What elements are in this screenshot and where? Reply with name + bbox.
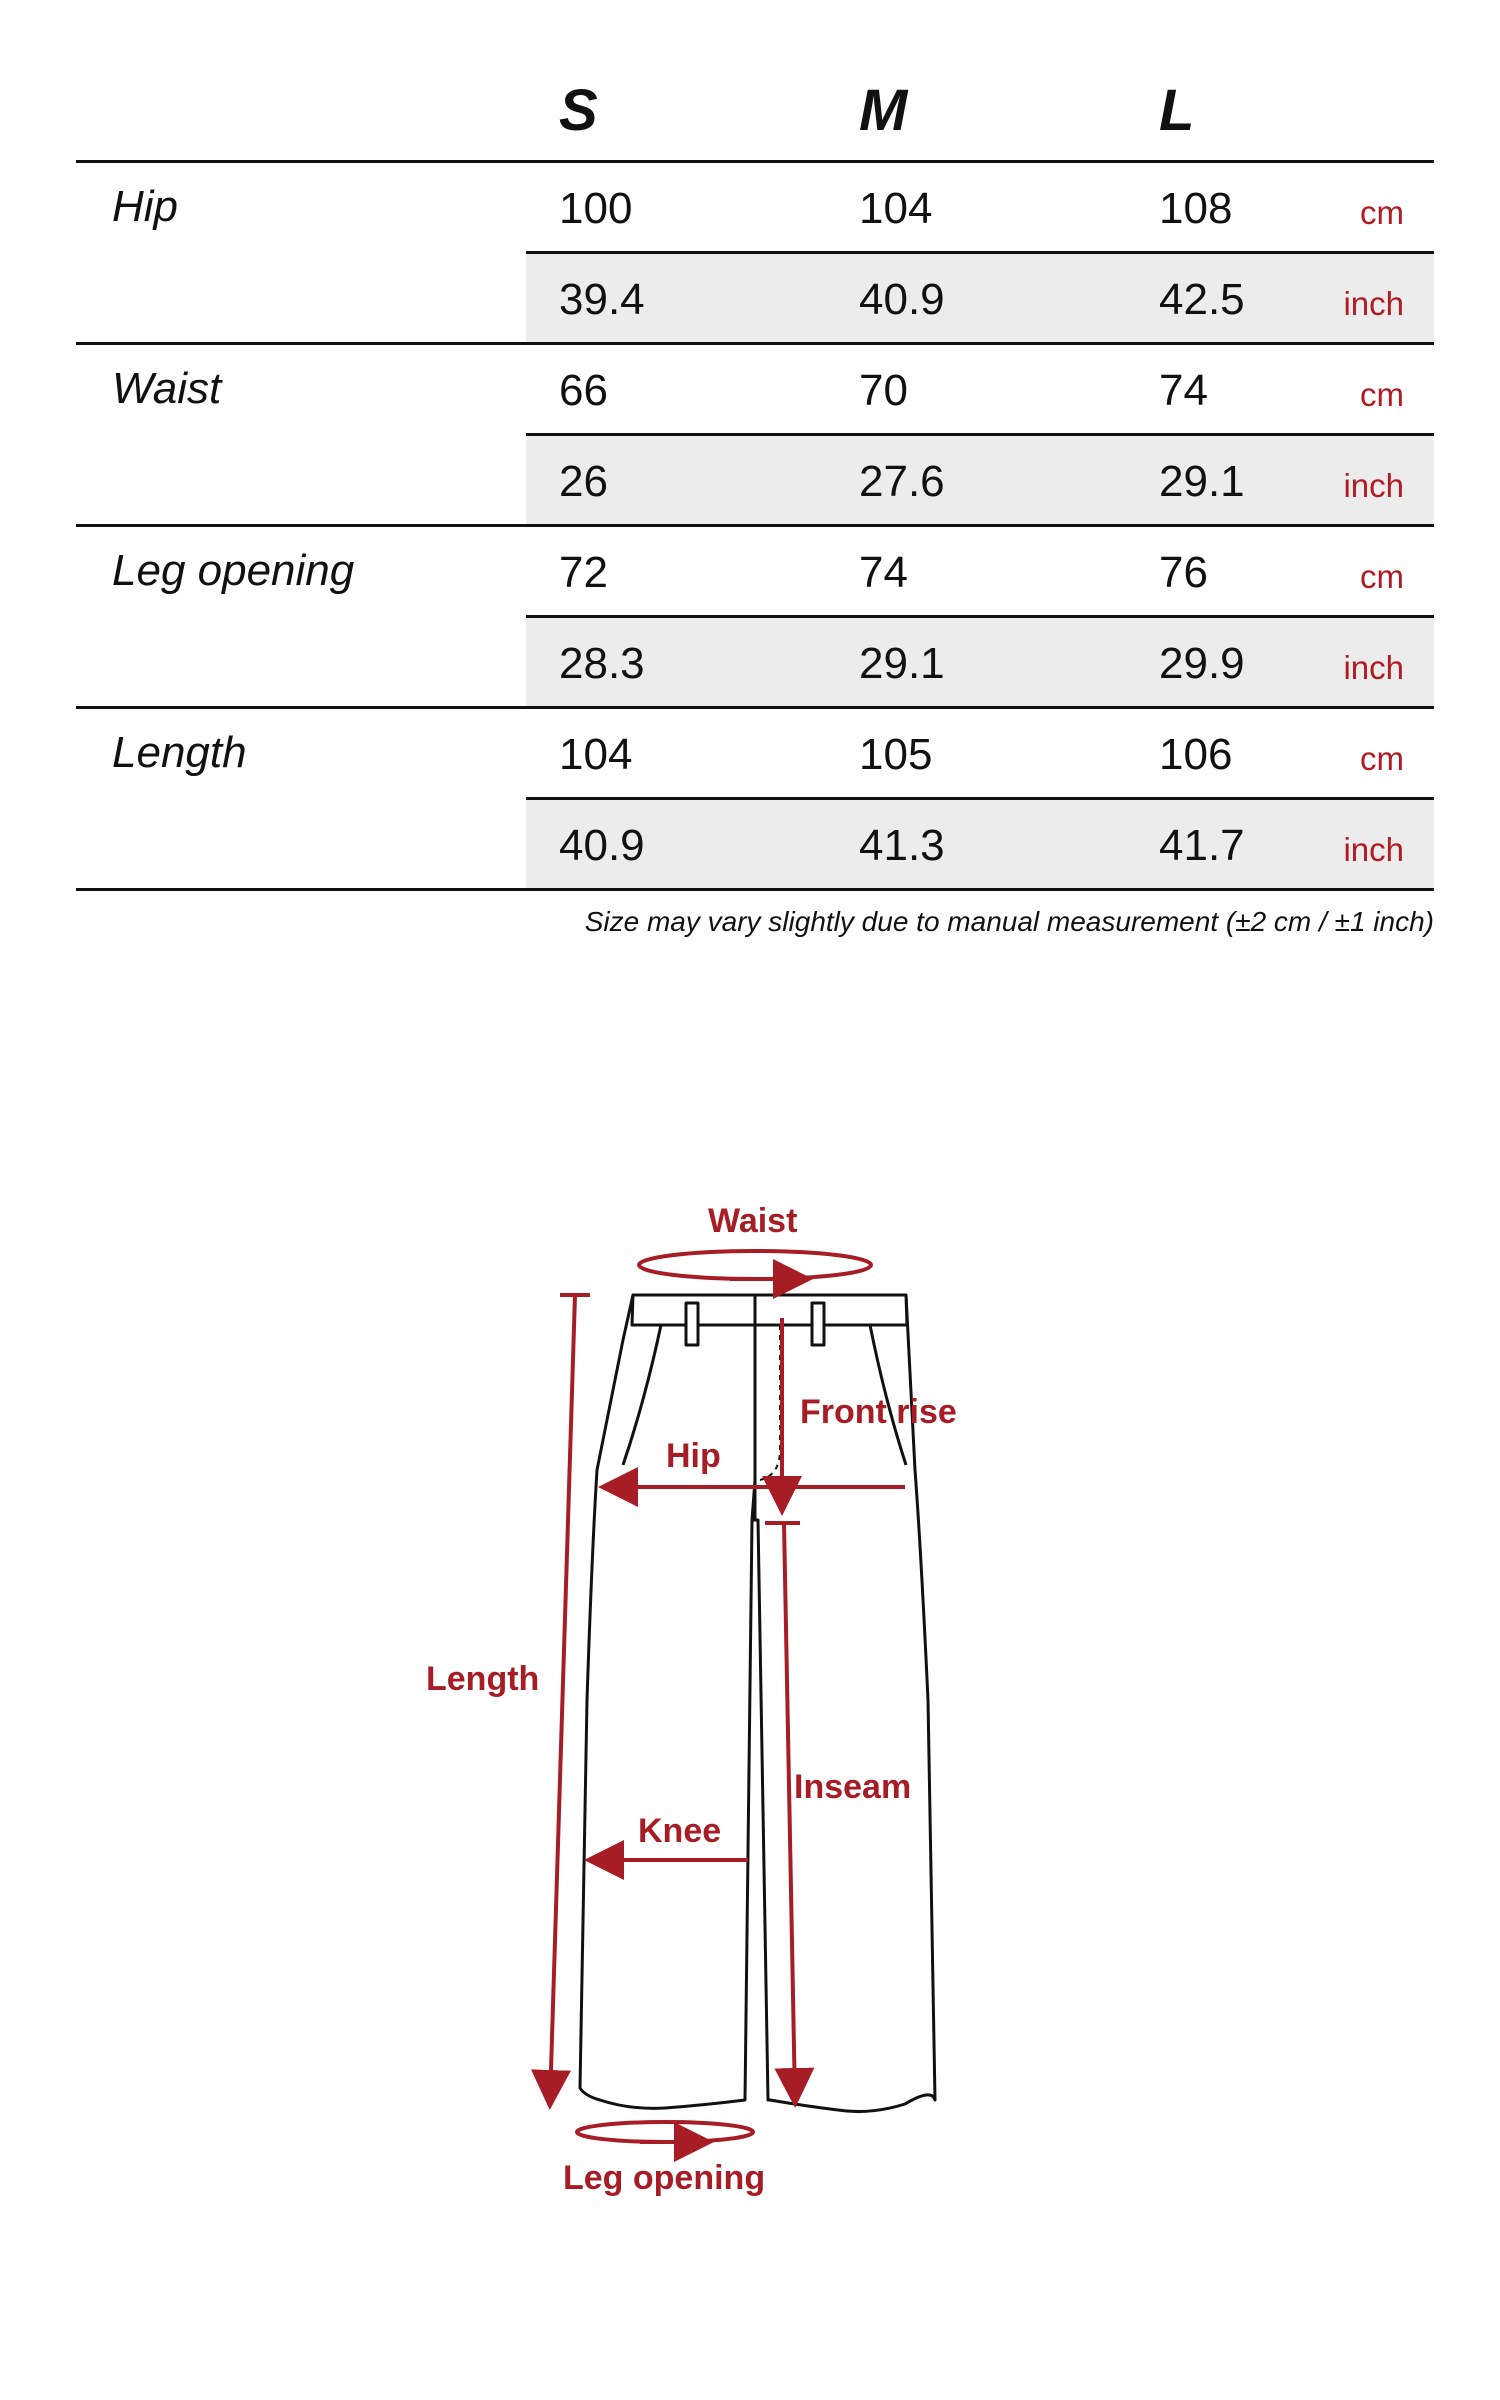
- unit-inch: inch: [1343, 285, 1404, 322]
- label-knee: Knee: [638, 1812, 722, 1850]
- size-header-l: L: [1159, 78, 1195, 143]
- cell-length-inch-l: 41.7: [1159, 821, 1245, 870]
- cell-waist-inch-l: 29.1: [1159, 457, 1245, 506]
- length-measure-arrow: [550, 1295, 575, 2102]
- unit-inch: inch: [1343, 831, 1404, 868]
- label-inseam: Inseam: [794, 1768, 912, 1806]
- unit-cm: cm: [1360, 740, 1404, 777]
- measurement-label-waist: Waist: [112, 364, 222, 413]
- unit-cm: cm: [1360, 194, 1404, 231]
- label-leg-opening: Leg opening: [563, 2159, 766, 2197]
- cell-hip-inch-l: 42.5: [1159, 275, 1245, 324]
- measurement-label-hip: Hip: [112, 182, 179, 231]
- cell-waist-inch-s: 26: [559, 457, 608, 506]
- cell-hip-inch-s: 39.4: [559, 275, 645, 324]
- cell-hip-inch-m: 40.9: [859, 275, 945, 324]
- unit-inch: inch: [1343, 649, 1404, 686]
- belt-loop: [686, 1303, 698, 1345]
- label-waist: Waist: [708, 1202, 798, 1240]
- cell-waist-cm-m: 70: [859, 366, 908, 415]
- cell-length-inch-s: 40.9: [559, 821, 645, 870]
- size-header-s: S: [559, 78, 598, 143]
- cell-waist-cm-s: 66: [559, 366, 608, 415]
- cell-length-cm-s: 104: [559, 730, 633, 779]
- cell-length-inch-m: 41.3: [859, 821, 945, 870]
- unit-inch: inch: [1343, 467, 1404, 504]
- cell-leg-opening-inch-s: 28.3: [559, 639, 645, 688]
- cell-leg-opening-cm-s: 72: [559, 548, 608, 597]
- waistband: [632, 1295, 907, 1325]
- cell-leg-opening-inch-l: 29.9: [1159, 639, 1245, 688]
- cell-length-cm-m: 105: [859, 730, 933, 779]
- cell-hip-cm-l: 108: [1159, 184, 1233, 233]
- unit-cm: cm: [1360, 376, 1404, 413]
- label-hip: Hip: [666, 1437, 721, 1475]
- waist-measure-ellipse: [639, 1251, 871, 1279]
- cell-hip-cm-m: 104: [859, 184, 933, 233]
- label-front-rise: Front rise: [800, 1393, 957, 1431]
- unit-cm: cm: [1360, 558, 1404, 595]
- cell-leg-opening-cm-m: 74: [859, 548, 908, 597]
- cell-waist-cm-l: 74: [1159, 366, 1208, 415]
- cell-waist-inch-m: 27.6: [859, 457, 945, 506]
- belt-loop: [812, 1303, 824, 1345]
- cell-hip-cm-s: 100: [559, 184, 633, 233]
- measurement-note: Size may vary slightly due to manual measurement (±2 cm / ±1 inch): [584, 906, 1434, 937]
- cell-leg-opening-cm-l: 76: [1159, 548, 1208, 597]
- size-header-m: M: [859, 78, 908, 143]
- measurement-label-length: Length: [112, 728, 247, 777]
- label-length: Length: [426, 1660, 540, 1698]
- cell-leg-opening-inch-m: 29.1: [859, 639, 945, 688]
- cell-length-cm-l: 106: [1159, 730, 1233, 779]
- measurement-label-leg-opening: Leg opening: [112, 546, 355, 595]
- leg-opening-measure-ellipse: [577, 2122, 753, 2142]
